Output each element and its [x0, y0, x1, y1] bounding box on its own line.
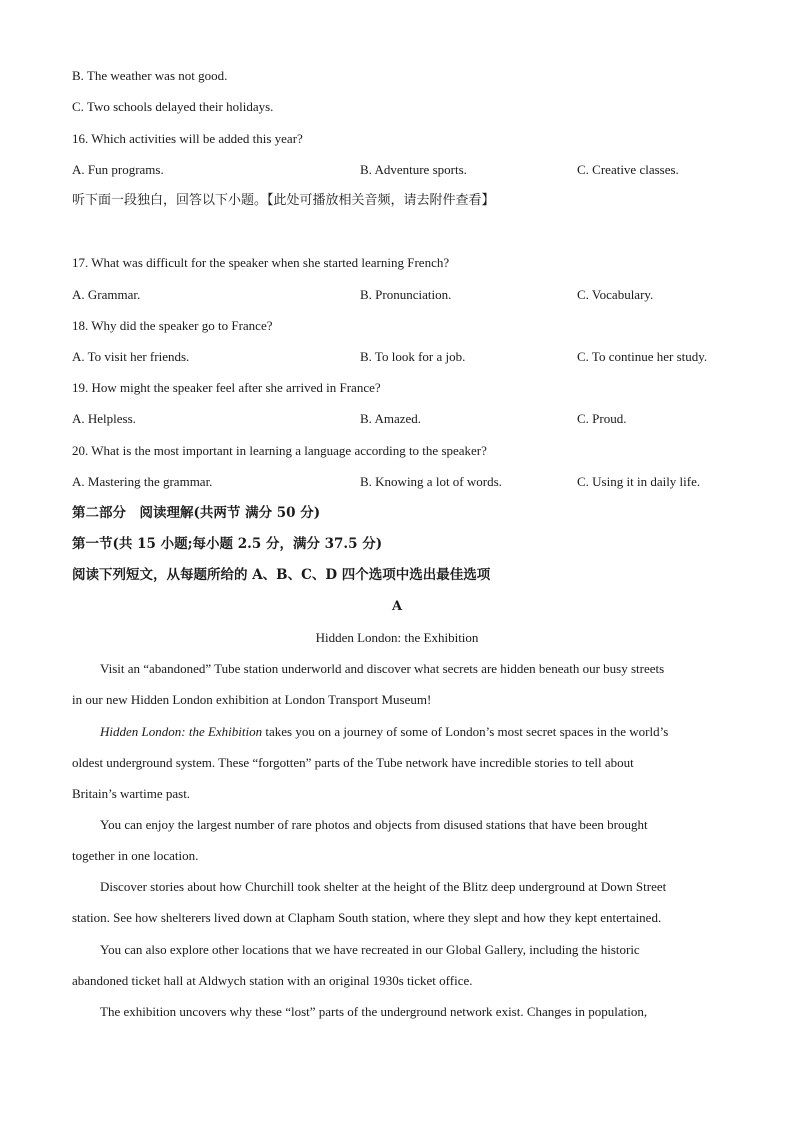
- passage-p2-line2: oldest underground system. These “forgotten” parts of the Tube network have incredible stories to tell about: [72, 755, 634, 770]
- section1-heading: 第一节(共 15 小题;每小题 2.5 分，满分 37.5 分): [72, 536, 383, 552]
- passage-p4-line1: Discover stories about how Churchill took shelter at the height of the Blitz deep underground at Down Street: [100, 879, 667, 894]
- passage-p2-line1-rest: takes you on a journey of some of London’s most secret spaces in the world’s: [262, 724, 669, 739]
- passage-p4-line2: station. See how shelterers lived down at Clapham South station, where they slept and how they kept entertained.: [72, 910, 662, 925]
- q20-question: 20. What is the most important in learning a language according to the speaker?: [72, 443, 487, 458]
- q15-option-c: C. Two schools delayed their holidays.: [72, 99, 274, 114]
- q18-options: [72, 349, 722, 365]
- passage-p1-line1: Visit an “abandoned” Tube station underworld and discover what secrets are hidden beneath our busy streets: [100, 661, 665, 676]
- q19-option-b: B. Amazed.: [360, 411, 422, 426]
- q17-options: [72, 287, 722, 303]
- q20-option-a: A. Mastering the grammar.: [72, 474, 213, 489]
- passage-p5-line2: abandoned ticket hall at Aldwych station with an original 1930s ticket office.: [72, 973, 473, 988]
- passage-title: Hidden London: the Exhibition: [315, 630, 479, 645]
- q16-options: [72, 162, 722, 178]
- q18-option-c: C. To continue her study.: [577, 349, 708, 364]
- q19-option-a: A. Helpless.: [72, 411, 136, 426]
- monologue-instruction: 听下面一段独白，回答以下小题。【此处可播放相关音频，请去附件查看】: [72, 193, 495, 208]
- q17-question: 17. What was difficult for the speaker when she started learning French?: [72, 255, 450, 270]
- q19-options: [72, 411, 722, 427]
- q19-question: 19. How might the speaker feel after she arrived in France?: [72, 380, 381, 395]
- passage-p1-line2: in our new Hidden London exhibition at London Transport Museum!: [72, 692, 432, 707]
- passage-p2-line3: Britain’s wartime past.: [72, 786, 191, 801]
- part2-heading: 第二部分 阅读理解(共两节 满分 50 分): [72, 505, 321, 521]
- q20-options: [72, 474, 722, 490]
- q17-option-c: C. Vocabulary.: [577, 287, 654, 302]
- passage-p3-line1: You can enjoy the largest number of rare photos and objects from disused stations that have been brought: [100, 817, 648, 832]
- q18-option-b: B. To look for a job.: [360, 349, 466, 364]
- passage-p6-line1: The exhibition uncovers why these “lost” parts of the underground network exist. Changes in population,: [100, 1004, 648, 1019]
- passage-p3-line2: together in one location.: [72, 848, 199, 863]
- q19-option-c: C. Proud.: [577, 411, 627, 426]
- passage-letter: A: [391, 599, 403, 614]
- q18-question: 18. Why did the speaker go to France?: [72, 318, 273, 333]
- reading-instruction: 阅读下列短文，从每题所给的 A、B、C、D 四个选项中选出最佳选项: [72, 567, 491, 583]
- exhibition-title-italic: Hidden London: the Exhibition: [100, 724, 263, 739]
- q16-option-a: A. Fun programs.: [72, 162, 164, 177]
- q16-option-c: C. Creative classes.: [577, 162, 679, 177]
- q15-option-b: B. The weather was not good.: [72, 68, 228, 83]
- q16-question: 16. Which activities will be added this year?: [72, 131, 303, 146]
- q17-option-b: B. Pronunciation.: [360, 287, 452, 302]
- q20-option-b: B. Knowing a lot of words.: [360, 474, 502, 489]
- q16-option-b: B. Adventure sports.: [360, 162, 467, 177]
- passage-p2-line1: [100, 724, 668, 740]
- passage-p5-line1: You can also explore other locations that we have recreated in our Global Gallery, including the historic: [100, 942, 640, 957]
- q20-option-c: C. Using it in daily life.: [577, 474, 701, 489]
- q17-option-a: A. Grammar.: [72, 287, 141, 302]
- q18-option-a: A. To visit her friends.: [72, 349, 190, 364]
